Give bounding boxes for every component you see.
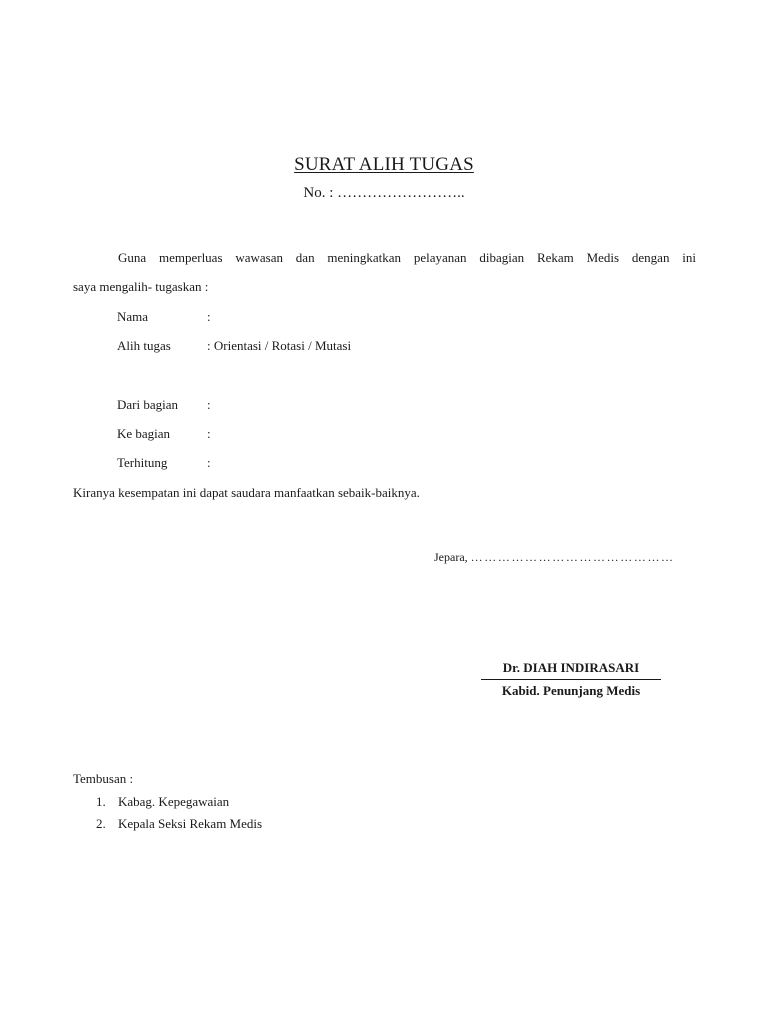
field-value-ke-bagian: : [207,426,211,441]
field-label-terhitung: Terhitung [117,455,168,470]
field-value-dari-bagian: : [207,397,211,412]
field-label-nama: Nama [117,309,149,324]
intro-paragraph-line1: Guna memperluas wawasan dan meningkatkan pelayanan dibagian Rekam Medis dengan ini [118,250,696,265]
document-title: SURAT ALIH TUGAS [294,154,474,175]
cc-item-text: Kepala Seksi Rekam Medis [118,816,263,831]
cc-item-number: 2. [96,816,106,831]
intro-paragraph-line2: saya mengalih- tugaskan : [73,279,209,294]
date-placeholder-dots: ……………………………………… [470,550,675,564]
place-date-line [434,550,675,565]
field-label-ke-bagian: Ke bagian [117,426,171,441]
field-label-dari-bagian: Dari bagian [117,397,179,412]
document-number: No. : …………………….. [303,185,465,201]
cc-item-text: Kabag. Kepegawaian [118,794,230,809]
cc-item-number: 1. [96,794,106,809]
field-value-alih-tugas: : Orientasi / Rotasi / Mutasi [207,338,352,353]
field-value-terhitung: : [207,455,211,470]
cc-label: Tembusan : [73,771,134,786]
field-label-alih-tugas: Alih tugas [117,338,171,353]
closing-sentence: Kiranya kesempatan ini dapat saudara manfaatkan sebaik-baiknya. [73,485,420,500]
field-value-nama: : [207,309,211,324]
signature-divider [481,679,661,680]
place-label: Jepara, [434,550,468,564]
signer-title: Kabid. Penunjang Medis [501,683,641,698]
signer-name: Dr. DIAH INDIRASARI [502,660,640,675]
